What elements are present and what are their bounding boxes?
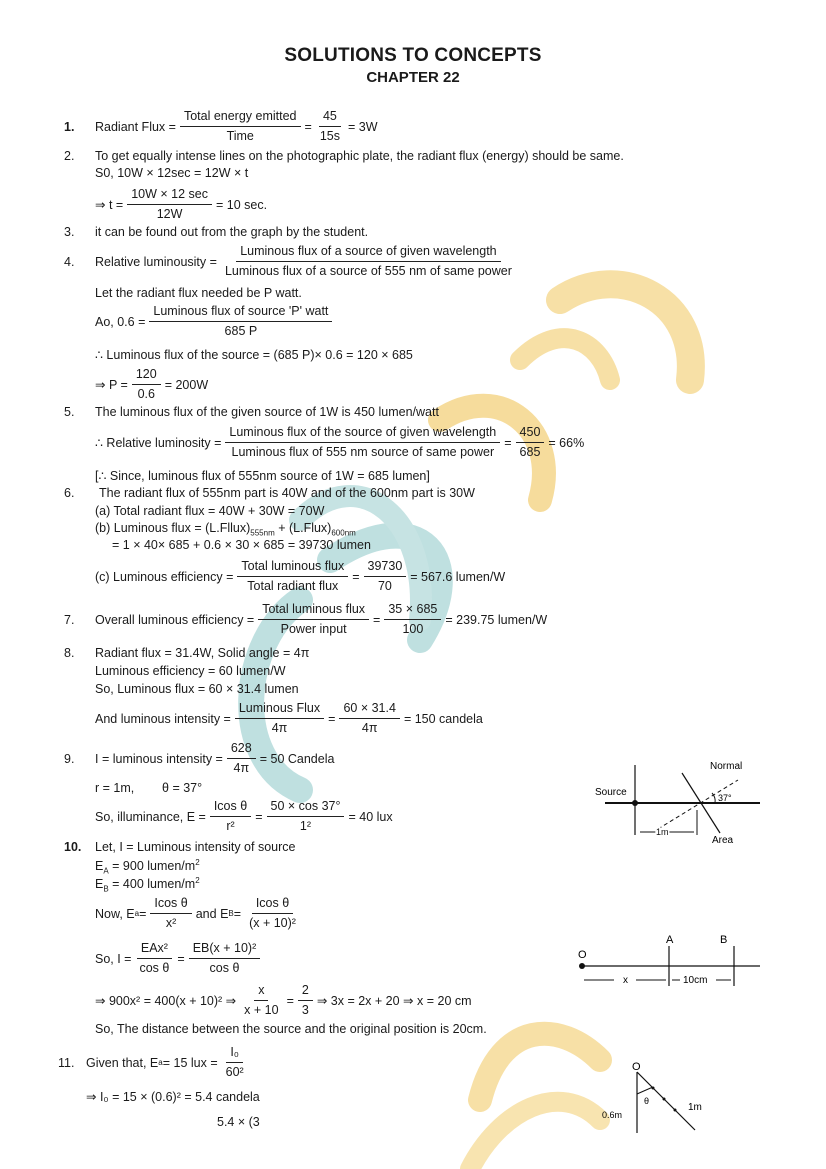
question-number: 9.: [64, 751, 75, 766]
question-text: The luminous flux of the given source of 1W is 450 lumen/watt: [95, 405, 439, 419]
diagram-label-b: B: [720, 934, 728, 946]
fraction: $\frac{\text{Icos θ}}{\text{r²}}$: [210, 798, 251, 835]
page-title: SOLUTIONS TO CONCEPTS: [284, 45, 542, 66]
fraction: $\frac{\text{Luminous Flux}}{4\pi}$: [235, 700, 324, 737]
question-1: 1. Radiant Flux = $\frac{\text{Total energy emitted}}{\text{Time}}$ = $\frac{45}{15s}$ = 3W: [64, 109, 378, 143]
fraction: $\frac{39730}{70}$: [364, 558, 407, 595]
diagram-label-theta: θ: [644, 1096, 650, 1106]
fraction: $\frac{10W \times 12 \sec}{12W}$: [127, 186, 212, 223]
fraction: $\frac{2}{3}$: [298, 982, 313, 1019]
fraction: $\frac{\text{EAx²}}{\text{cos θ}}$: [135, 940, 173, 977]
question-9: 9. I = luminous intensity = $\frac{628}{4\pi}$ = 50 Candela: [64, 741, 335, 775]
angle-diagram: [600, 1058, 720, 1138]
fraction: $\frac{60 \times 31.4}{4\pi}$: [339, 700, 399, 737]
diagram-label-area: Area: [712, 835, 734, 846]
fraction: $\frac{35 \times 685}{100}$: [384, 601, 441, 638]
question-number: 4.: [64, 254, 75, 269]
fraction: $\frac{\text{Total energy emitted}}{\text{Time}}$: [180, 108, 301, 145]
diagram-label-o: O: [578, 949, 587, 961]
question-11: 11. Given that, E a = 15 lux = $\frac{\text{I₀}}{\text{60²}}$: [58, 1044, 252, 1081]
question-number: 3.: [64, 225, 75, 239]
question-number: 2.: [64, 149, 75, 163]
illuminance-diagram: [590, 755, 770, 850]
fraction: $\frac{450}{685}$: [516, 424, 545, 461]
question-number: 7.: [64, 612, 75, 627]
fraction: $\frac{\text{Icos θ}}{\text{x²}}$: [150, 895, 191, 932]
fraction: $\frac{\text{Luminous flux of a source of given wavelength}}{\text{Luminous flux of a source of 555 nm of same power}}$: [224, 244, 512, 278]
diagram-label-hyp: 1m: [688, 1102, 702, 1113]
diagram-label-source: Source: [595, 787, 627, 798]
fraction: $\frac{120}{0.6}$: [132, 366, 161, 403]
diagram-label-o: O: [632, 1061, 641, 1073]
question-text: it can be found out from the graph by the student.: [95, 225, 369, 239]
distance-diagram: [570, 928, 770, 990]
question-number: 1.: [64, 119, 75, 134]
fraction: $\frac{\text{Total luminous flux}}{\text{Power input}}$: [258, 601, 369, 638]
fraction: $\frac{\text{Luminous flux of the source of given wavelength}}{\text{Luminous flux of 555 nm source of same power}}$: [225, 424, 500, 461]
question-text: Radiant flux = 31.4W, Solid angle = 4π: [95, 646, 310, 660]
chapter-title: CHAPTER 22: [366, 69, 460, 86]
diagram-label-x: x: [623, 975, 628, 986]
diagram-label-distance: 1m: [656, 827, 669, 837]
question-text: The radiant flux of 555nm part is 40W and of the 600nm part is 30W: [99, 486, 475, 500]
diagram-label-10cm: 10cm: [683, 975, 708, 986]
question-number: 11.: [58, 1055, 75, 1070]
fraction: $\frac{\text{I₀}}{\text{60²}}$: [225, 1045, 244, 1079]
question-number: 5.: [64, 405, 75, 419]
diagram-label-normal: Normal: [710, 761, 743, 772]
question-4: 4. Relative luminousity = $\frac{\text{Luminous flux of a source of given wavelength}}{\text{Luminous flux of a source of 555 nm of same power}}$: [64, 243, 520, 280]
question-7: 7. Overall luminous efficiency = $\frac{\text{Total luminous flux}}{\text{Power input}}$ = $\frac{35 \times 685}{100}$ = 239.75 lumen/W: [64, 602, 548, 636]
fraction: $\frac{\text{Luminous flux of source 'P' watt}}{685 P}$: [149, 303, 332, 340]
fraction: $\frac{50 \times \cos 37^\circ}{\text{1²}}$: [267, 798, 345, 835]
diagram-label-height: 0.6m: [602, 1110, 623, 1120]
fraction: $\frac{628}{4\pi}$: [227, 740, 256, 777]
question-text: Let, I = Luminous intensity of source: [95, 840, 296, 854]
fraction: $\frac{\text{Icos θ}}{\text{(x + 10)²}}$: [249, 896, 296, 930]
question-number: 10.: [64, 840, 82, 854]
question-text: To get equally intense lines on the photographic plate, the radiant flux (energy) should be same.: [95, 149, 624, 163]
fraction: $\frac{x}{x + 10}$: [244, 983, 279, 1017]
diagram-label-angle: 37°: [718, 793, 732, 803]
fraction: $\frac{45}{15s}$: [319, 109, 340, 143]
fraction: $\frac{\text{EB(x + 10)²}}{\text{cos θ}}$: [189, 940, 261, 977]
diagram-label-a: A: [666, 934, 674, 946]
fraction: $\frac{\text{Total luminous flux}}{\text{Total radiant flux}}$: [237, 558, 348, 595]
question-number: 8.: [64, 646, 75, 660]
question-number: 6.: [64, 486, 75, 500]
